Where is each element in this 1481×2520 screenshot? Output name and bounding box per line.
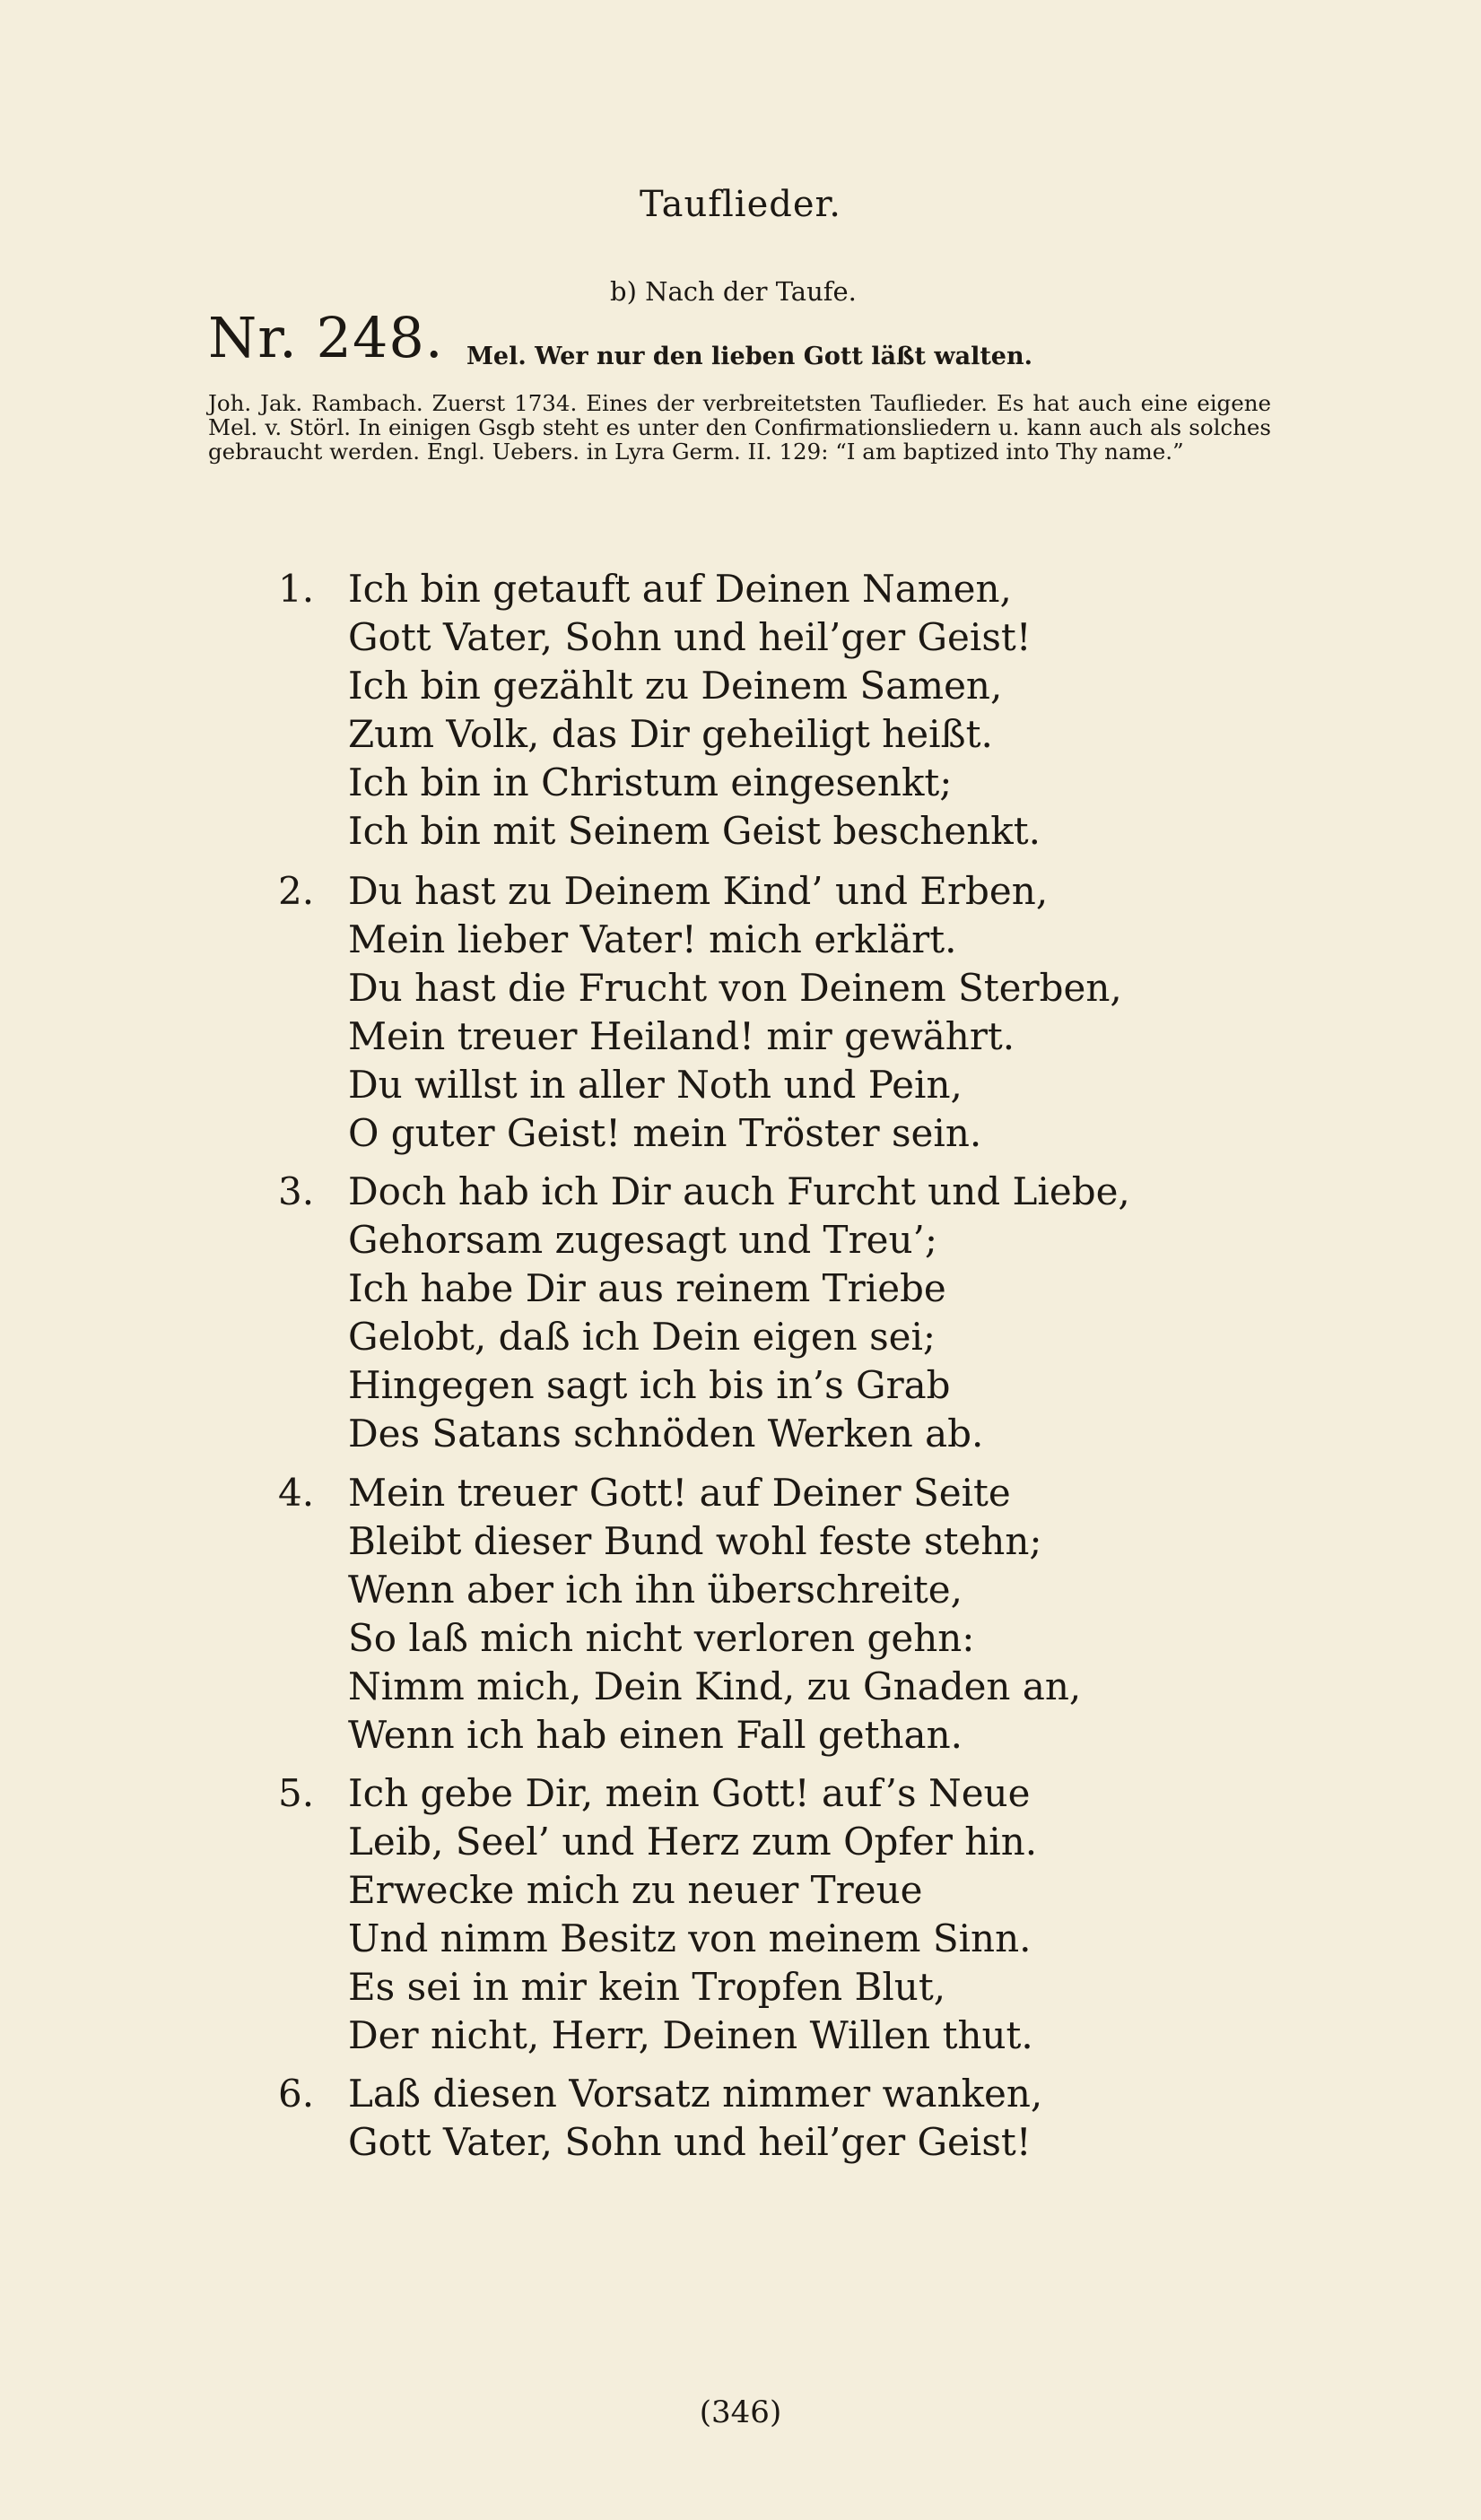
melody-line: Mel. Wer nur den lieben Gott läßt walten.: [466, 343, 1033, 370]
verse-line: Wenn aber ich ihn überschreite,: [348, 1568, 963, 1612]
verse-line: Nimm mich, Dein Kind, zu Gnaden an,: [348, 1664, 1082, 1708]
stanza-number: 5.: [278, 1771, 315, 1815]
verse-line: Gelobt, daß ich Dein eigen sei;: [348, 1315, 937, 1359]
stanza-number: 3.: [278, 1169, 315, 1213]
verse-line: Ich bin gezählt zu Deinem Samen,: [348, 664, 1003, 708]
verse-line: Ich habe Dir aus reinem Triebe: [348, 1266, 946, 1310]
verse-line: Leib, Seel’ und Herz zum Opfer hin.: [348, 1820, 1038, 1864]
verse-line: Mein treuer Gott! auf Deiner Seite: [348, 1471, 1011, 1515]
subsection-heading: b) Nach der Taufe.: [610, 276, 857, 307]
verse-line: Gott Vater, Sohn und heil’ger Geist!: [348, 615, 1032, 659]
stanza-number: 6.: [278, 2072, 315, 2116]
verse-line: Mein lieber Vater! mich erklärt.: [348, 917, 957, 961]
verse-line: Laß diesen Vorsatz nimmer wanken,: [348, 2072, 1043, 2116]
verse-line: Und nimm Besitz von meinem Sinn.: [348, 1916, 1032, 1960]
running-head: Tauflieder.: [640, 184, 841, 225]
verse-line: Gott Vater, Sohn und heil’ger Geist!: [348, 2120, 1032, 2164]
stanza-number: 1.: [278, 567, 315, 611]
verse-line: Wenn ich hab einen Fall gethan.: [348, 1713, 963, 1757]
verse-line: Des Satans schnöden Werken ab.: [348, 1412, 984, 1456]
verse-line: Mein treuer Heiland! mir gewährt.: [348, 1014, 1015, 1058]
verse-line: Bleibt dieser Bund wohl feste stehn;: [348, 1519, 1042, 1563]
verse-line: Du hast die Frucht von Deinem Sterben,: [348, 966, 1122, 1010]
verse-line: Hingegen sagt ich bis in’s Grab: [348, 1363, 951, 1407]
verse-line: Zum Volk, das Dir geheiligt heißt.: [348, 712, 993, 756]
attribution-note: Joh. Jak. Rambach. Zuerst 1734. Eines der verbreitetsten Tauflieder. Es hat auch eine eigene Mel. v. Störl. In einigen Gsgb steht es unter den Confirmationsliedern u. kann auch als solches gebraucht werden. Engl. Uebers. in Lyra Germ. II. 129: “I am baptized into Thy name.”: [208, 390, 1271, 465]
stanza-number: 4.: [278, 1471, 315, 1515]
verse-line: Du willst in aller Noth und Pein,: [348, 1063, 963, 1107]
verse-line: O guter Geist! mein Tröster sein.: [348, 1111, 982, 1155]
page-number: (346): [699, 2394, 782, 2430]
stanza-number: 2.: [278, 869, 315, 913]
verse-line: Ich bin in Christum eingesenkt;: [348, 760, 953, 804]
verse-line: Ich bin mit Seinem Geist beschenkt.: [348, 809, 1041, 853]
verse-line: Ich bin getauft auf Deinen Namen,: [348, 567, 1012, 611]
verse-line: So laß mich nicht verloren gehn:: [348, 1616, 975, 1660]
verse-line: Der nicht, Herr, Deinen Willen thut.: [348, 2013, 1033, 2057]
hymn-number: Nr. 248.: [208, 305, 444, 370]
verse-line: Doch hab ich Dir auch Furcht und Liebe,: [348, 1169, 1130, 1213]
verse-line: Es sei in mir kein Tropfen Blut,: [348, 1965, 946, 2009]
verse-line: Gehorsam zugesagt und Treu’;: [348, 1218, 938, 1262]
verse-line: Ich gebe Dir, mein Gott! auf’s Neue: [348, 1771, 1031, 1815]
verse-line: Erwecke mich zu neuer Treue: [348, 1868, 923, 1912]
verse-line: Du hast zu Deinem Kind’ und Erben,: [348, 869, 1049, 913]
